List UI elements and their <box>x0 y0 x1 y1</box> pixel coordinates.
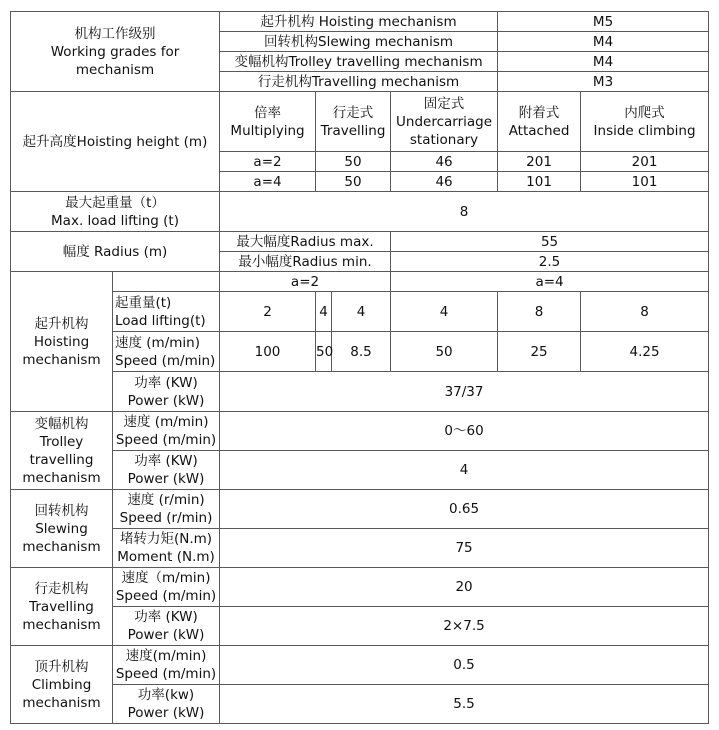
slewing-speed-label: 速度 (r/min) Speed (r/min) <box>113 490 220 529</box>
grade-value-travelling: M3 <box>498 72 709 92</box>
load-lifting-label: 起重量(t) Load lifting(t) <box>113 292 220 332</box>
trolley-speed-value: 0～60 <box>220 412 709 451</box>
speed-value: 100 <box>220 332 316 372</box>
height-cell: 46 <box>391 152 498 172</box>
height-cell: 101 <box>498 172 581 192</box>
radius-label: 幅度 Radius (m) <box>11 232 220 272</box>
height-cell: 50 <box>316 172 391 192</box>
travelling-power-label: 功率 (KW) Power (kW) <box>113 607 220 646</box>
multiplying-a4: a=4 <box>391 272 709 292</box>
travelling-power-value: 2×7.5 <box>220 607 709 646</box>
grade-name-slewing: 回转机构Slewing mechanism <box>220 32 498 52</box>
grade-name-travelling: 行走机构Travelling mechanism <box>220 72 498 92</box>
height-cell: 201 <box>581 152 709 172</box>
load-value: 8 <box>498 292 581 332</box>
header-inside-climbing: 内爬式 Inside climbing <box>581 92 709 152</box>
max-load-value: 8 <box>220 192 709 232</box>
hoisting-mechanism-label: 起升机构 Hoisting mechanism <box>11 272 113 412</box>
hoisting-speed-label: 速度 (m/min) Speed (m/min) <box>113 332 220 372</box>
grade-name-hoisting: 起升机构 Hoisting mechanism <box>220 12 498 32</box>
trolley-power-label: 功率 (KW) Power (kW) <box>113 451 220 490</box>
max-load-label: 最大起重量（t） Max. load lifting (t) <box>11 192 220 232</box>
radius-min-value: 2.5 <box>391 252 709 272</box>
load-value: 8 <box>581 292 709 332</box>
header-travelling: 行走式 Travelling <box>316 92 391 152</box>
load-value: 4 <box>316 292 332 332</box>
climbing-speed-value: 0.5 <box>220 646 709 685</box>
height-cell: 46 <box>391 172 498 192</box>
slewing-speed-value: 0.65 <box>220 490 709 529</box>
travelling-speed-label: 速度（m/min) Speed (m/min) <box>113 568 220 607</box>
working-grades-label: 机构工作级别 Working grades for mechanism <box>11 12 220 92</box>
load-value: 2 <box>220 292 316 332</box>
speed-value: 50 <box>316 332 332 372</box>
grade-name-trolley: 变幅机构Trolley travelling mechanism <box>220 52 498 72</box>
slewing-moment-label: 堵转力矩(N.m) Moment (N.m) <box>113 529 220 568</box>
radius-min-label: 最小幅度Radius min. <box>220 252 391 272</box>
speed-value: 4.25 <box>581 332 709 372</box>
height-cell: 201 <box>498 152 581 172</box>
multiplying-a2: a=2 <box>220 272 391 292</box>
travelling-mechanism-label: 行走机构 Travelling mechanism <box>11 568 113 646</box>
specification-table <box>10 11 709 724</box>
empty-cell <box>113 272 220 292</box>
hoisting-power-label: 功率 (KW) Power (kW) <box>113 372 220 412</box>
header-attached: 附着式 Attached <box>498 92 581 152</box>
climbing-speed-label: 速度(m/min) Speed (m/min) <box>113 646 220 685</box>
speed-value: 25 <box>498 332 581 372</box>
climbing-power-value: 5.5 <box>220 685 709 724</box>
radius-max-value: 55 <box>391 232 709 252</box>
trolley-power-value: 4 <box>220 451 709 490</box>
height-cell: 101 <box>581 172 709 192</box>
slewing-moment-value: 75 <box>220 529 709 568</box>
hoisting-power-value: 37/37 <box>220 372 709 412</box>
climbing-mechanism-label: 顶升机构 Climbing mechanism <box>11 646 113 724</box>
grade-value-trolley: M4 <box>498 52 709 72</box>
header-multiplying: 倍率 Multiplying <box>220 92 316 152</box>
grade-value-slewing: M4 <box>498 32 709 52</box>
trolley-mechanism-label: 变幅机构 Trolley travelling mechanism <box>11 412 113 490</box>
height-cell: a=4 <box>220 172 316 192</box>
grade-value-hoisting: M5 <box>498 12 709 32</box>
slewing-mechanism-label: 回转机构 Slewing mechanism <box>11 490 113 568</box>
hoisting-height-label: 起升高度Hoisting height (m) <box>11 92 220 192</box>
speed-value: 8.5 <box>332 332 391 372</box>
height-cell: 50 <box>316 152 391 172</box>
header-stationary: 固定式 Undercarriage stationary <box>391 92 498 152</box>
trolley-speed-label: 速度 (m/min) Speed (m/min) <box>113 412 220 451</box>
load-value: 4 <box>391 292 498 332</box>
speed-value: 50 <box>391 332 498 372</box>
climbing-power-label: 功率(kw) Power (kW) <box>113 685 220 724</box>
radius-max-label: 最大幅度Radius max. <box>220 232 391 252</box>
travelling-speed-value: 20 <box>220 568 709 607</box>
load-value: 4 <box>332 292 391 332</box>
height-cell: a=2 <box>220 152 316 172</box>
